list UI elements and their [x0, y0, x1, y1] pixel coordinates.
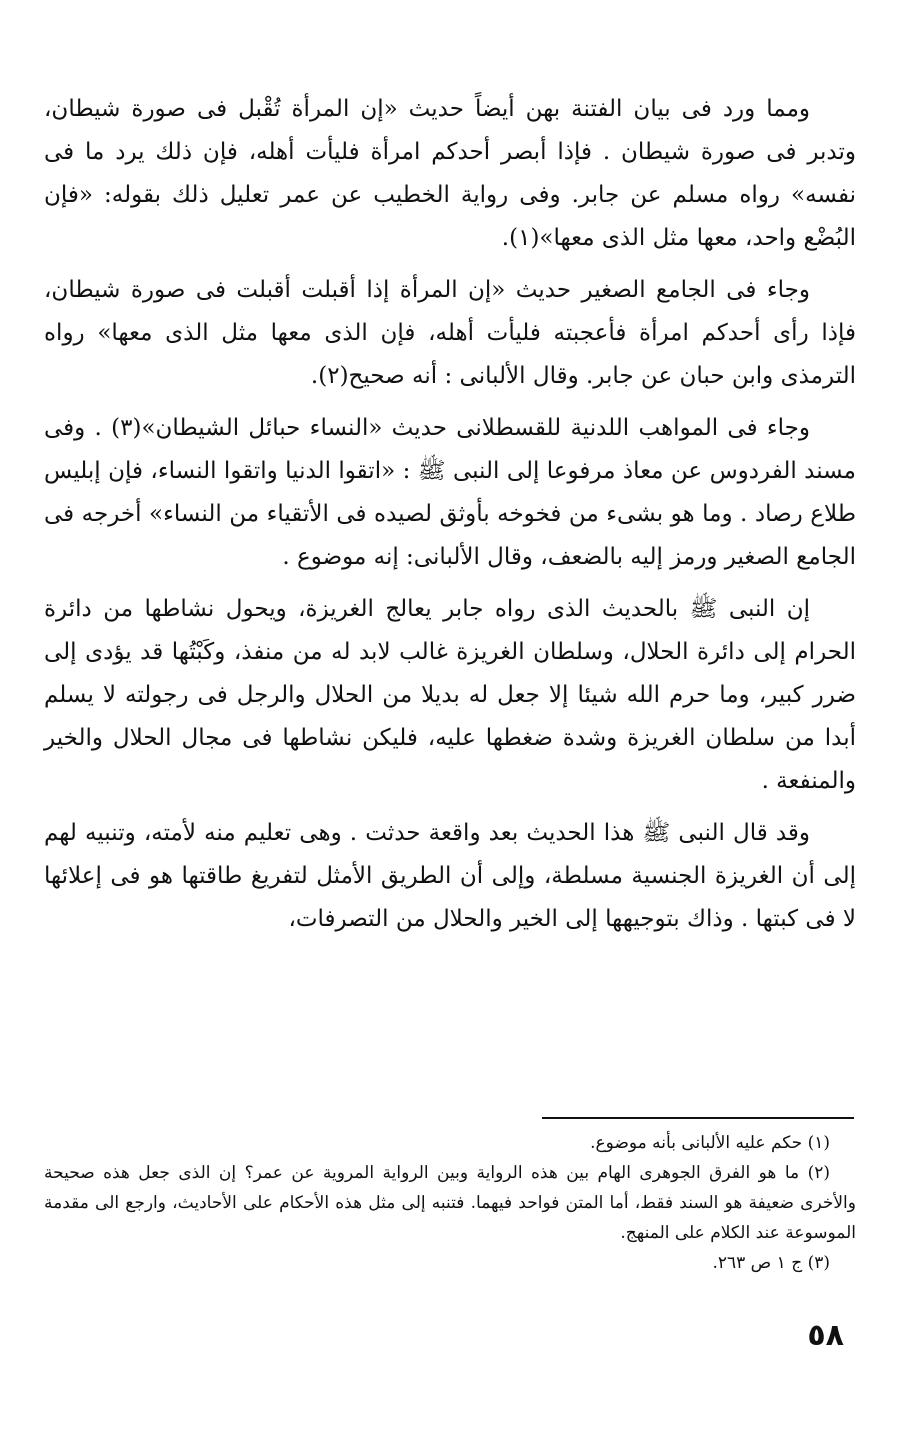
paragraph-1: ومما ورد فى بيان الفتنة بهن أيضاً حديث «إن المرأة تُقْبل فى صورة شيطان، وتدبر فى صورة شيطان . فإذا أبصر أحدكم امرأة فليأت أهله، فإن ذلك يرد ما فى نفسه» رواه مسلم عن جابر. وفى رواية الخطيب عن عمر تعليل ذلك بقوله: «فإن البُضْع واحد، معها مثل الذى معها»(١). — [44, 96, 856, 251]
footnotes — [44, 1128, 856, 1278]
footnote-divider — [542, 1117, 854, 1119]
footnote-3: (٣) ج ١ ص ٢٦٣. — [712, 1253, 830, 1273]
paragraph-5: وقد قال النبى ﷺ هذا الحديث بعد واقعة حدثت . وهى تعليم منه لأمته، وتنبيه لهم إلى أن الغريزة الجنسية مسلطة، وإلى أن الطريق الأمثل لتفريغ طاقتها هو فى إعلائها لا فى كبتها . وذاك بتوجيهها إلى الخير والحلال من التصرفات، — [44, 820, 856, 932]
paragraph-3: وجاء فى المواهب اللدنية للقسطلانى حديث «النساء حبائل الشيطان»(٣) . وفى مسند الفردوس عن معاذ مرفوعا إلى النبى ﷺ : «اتقوا الدنيا واتقوا النساء، فإن إبليس طلاع رصاد . وما هو بشىء من فخوخه بأوثق لصيده فى الأتقياء من النساء» أخرجه فى الجامع الصغير ورمز إليه بالضعف، وقال الألبانى: إنه موضوع . — [44, 415, 856, 570]
footnote-1: (١) حكم عليه الألبانى بأنه موضوع. — [590, 1133, 830, 1153]
main-text — [44, 88, 856, 950]
paragraph-4: إن النبى ﷺ بالحديث الذى رواه جابر يعالج الغريزة، ويحول نشاطها من دائرة الحرام إلى دائرة الحلال، وسلطان الغريزة غالب لابد له من منفذ، وكَبْتُها قد يؤدى إلى ضرر كبير، وما حرم الله شيئا إلا جعل له بديلا من الحلال والرجل فى رجولته لا يسلم أبدا من سلطان الغريزة وشدة ضغطها عليه، فليكن نشاطها فى مجال الحلال والخير والمنفعة . — [44, 596, 856, 794]
paragraph-2: وجاء فى الجامع الصغير حديث «إن المرأة إذا أقبلت أقبلت فى صورة شيطان، فإذا رأى أحدكم امرأة فأعجبته فليأت أهله، فإن الذى معها مثل الذى معها» رواه الترمذى وابن حبان عن جابر. وقال الألبانى : أنه صحيح(٢). — [44, 277, 856, 389]
page-number: ٥٨ — [807, 1318, 844, 1353]
footnote-2: (٢) ما هو الفرق الجوهرى الهام بين هذه الرواية وبين الرواية المروية عن عمر؟ إن الذى جعل هذه صحيحة والأخرى ضعيفة هو السند فقط، أما المتن فواحد فيهما. فتنبه إلى مثل هذه الأحكام على الأحاديث، وارجع الى مقدمة الموسوعة عند الكلام على المنهج. — [44, 1163, 856, 1243]
